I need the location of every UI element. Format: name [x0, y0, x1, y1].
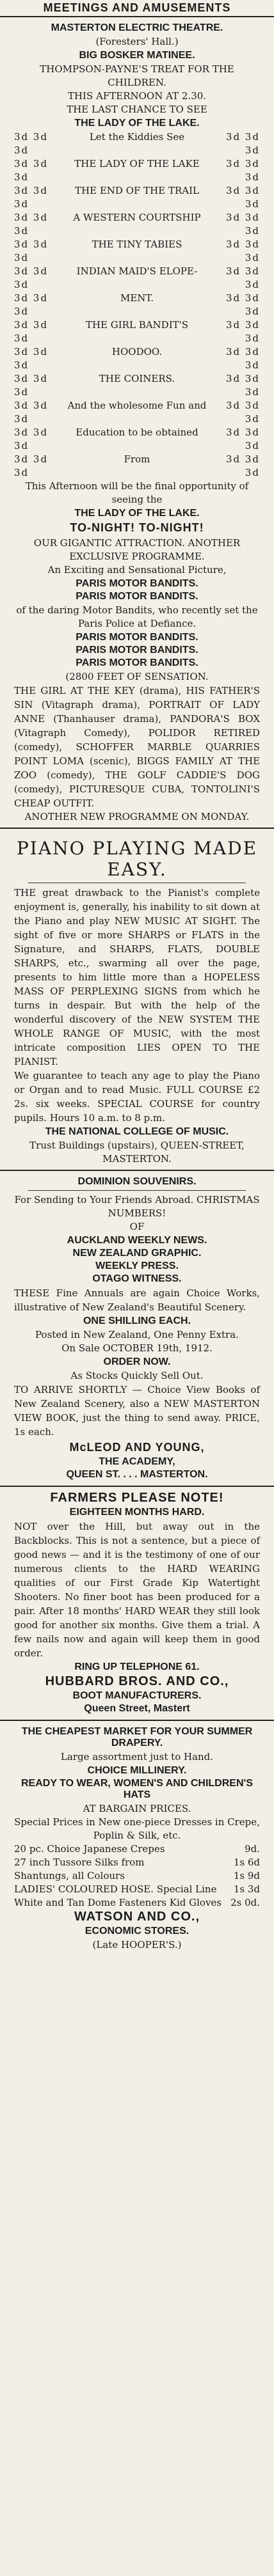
piano-title: PIANO PLAYING MADE EASY. — [16, 838, 258, 880]
item-price: 1s 3d — [233, 1883, 260, 1895]
row-price-left: 3d 3d 3d — [14, 239, 49, 263]
row-price-right: 3d 3d 3d — [225, 400, 260, 425]
paper-2: WEEKLY PRESS. — [95, 1261, 179, 1271]
souvenirs-title: DOMINION SOUVENIRS. — [77, 1176, 197, 1187]
feet: (2800 FEET OF SENSATION. — [65, 671, 209, 682]
paper-0: AUCKLAND WEEKLY NEWS. — [67, 1235, 207, 1246]
price-row — [14, 265, 260, 292]
price-row — [14, 292, 260, 318]
price-row — [14, 211, 260, 238]
item-price: 1s 6d — [233, 1857, 260, 1868]
row-price-left: 3d 3d 3d — [14, 319, 49, 344]
line-0: THOMPSON-PAYNE'S TREAT FOR THE CHILDREN. — [40, 63, 234, 88]
bandits-1: PARIS MOTOR BANDITS. — [76, 578, 198, 589]
souvenirs-arrive: TO ARRIVE SHORTLY — Choice View Books of New Zealand Scenery, also a NEW MASTERTON VIEW BOOK, just the thing to send away. PRICE, 1s each. — [14, 1384, 260, 1438]
row-text: THE TINY TABIES — [92, 239, 182, 250]
piano-ad — [0, 828, 274, 1170]
another: ANOTHER NEW PROGRAMME ON MONDAY. — [24, 811, 250, 822]
souvenirs-firm: McLEOD AND YOUNG, — [69, 1441, 205, 1454]
row-text: Education to be obtained — [76, 427, 198, 438]
row-text: THE END OF THE TRAIL — [75, 185, 199, 196]
row-price-left: 3d 3d 3d — [14, 400, 49, 425]
price-row — [14, 238, 260, 265]
row-price-right: 3d 3d 3d — [225, 239, 260, 263]
paper-3: OTAGO WITNESS. — [92, 1273, 182, 1284]
row-price-right: 3d 3d 3d — [225, 319, 260, 344]
souvenirs-posted: Posted in New Zealand, One Penny Extra. — [35, 1329, 239, 1340]
row-price-left: 3d 3d 3d — [14, 158, 49, 183]
farmers-firm: HUBBARD BROS. AND CO., — [45, 1674, 229, 1688]
price-row — [14, 453, 260, 480]
bandits-3: PARIS MOTOR BANDITS. — [76, 632, 198, 643]
drapery-title: THE CHEAPEST MARKET FOR YOUR SUMMER DRAPERY. — [21, 1726, 253, 1748]
bandits-4: PARIS MOTOR BANDITS. — [76, 645, 198, 656]
drapery-special: Special Prices in New one-piece Dresses in Crepe, Poplin & Silk, etc. — [14, 1816, 260, 1841]
price-item — [14, 1856, 260, 1869]
row-text: THE COINERS. — [99, 373, 175, 384]
souvenirs-stocks: As Stocks Quickly Sell Out. — [70, 1370, 204, 1381]
after-rows: This Afternoon will be the final opportunity of seeing the — [25, 480, 249, 505]
item-name: White and Tan Dome Fasteners Kid Gloves — [14, 1897, 222, 1908]
row-price-right: 3d 3d 3d — [225, 427, 260, 452]
piano-body: THE great drawback to the Pianist's complete enjoyment is, generally, his inability to sit down at the Piano and play NEW MUSIC AT SIGHT. The sight of five or more SHARPS or FLATS in the Signature, and SHARPS, FLATS, DOUBLE SHARPS, etc., swarming all over the page, presents to him little more than a HOPELESS MASS OF PERPLEXING SIGNS from which he turns in despair. But with the help of the wonderful discovery of the NEW SYSTEM THE WHOLE RANGE OF MUSIC, with the most intricate composition LIES OPEN TO THE PIANIST. — [14, 887, 260, 1067]
drapery-stores: ECONOMIC STORES. — [85, 1926, 189, 1936]
row-price-right: 3d 3d 3d — [225, 212, 260, 237]
price-rows — [14, 130, 260, 480]
drapery-ad — [0, 1720, 274, 1956]
electric-theatre-ad — [0, 16, 274, 828]
item-name: LADIES' COLOURED HOSE. Special Line — [14, 1883, 217, 1895]
souvenirs-order: ORDER NOW. — [103, 1356, 171, 1367]
section-header: MEETINGS AND AMUSEMENTS — [43, 1, 231, 14]
price-row — [14, 318, 260, 345]
price-row — [14, 184, 260, 211]
row-text: THE GIRL BANDIT'S — [85, 319, 189, 331]
item-price: 1s 9d — [233, 1870, 260, 1881]
item-name: Shantungs, all Colours — [14, 1870, 125, 1881]
row-price-right: 3d 3d 3d — [225, 158, 260, 183]
bandits-5: PARIS MOTOR BANDITS. — [76, 657, 198, 668]
drapery-late: (Late HOOPER'S.) — [92, 1939, 182, 1951]
row-price-right: 3d 3d 3d — [225, 265, 260, 290]
drapery-bargain: AT BARGAIN PRICES. — [83, 1803, 191, 1814]
piano-address: Trust Buildings (upstairs), QUEEN-STREET, MASTERTON. — [29, 1140, 245, 1165]
souvenirs-send: For Sending to Your Friends Abroad. CHRISTMAS NUMBERS! — [14, 1194, 260, 1219]
item-price: 9d. — [245, 1843, 260, 1855]
souvenirs-desc: THESE Fine Annuals are again Choice Works, illustrative of New Zealand's Beautiful Scenery. — [14, 1287, 260, 1313]
tonight: TO-NIGHT! TO-NIGHT! — [70, 521, 204, 534]
drapery-price-list — [14, 1842, 260, 1910]
price-row — [14, 345, 260, 372]
farmers-ring: RING UP TELEPHONE 61. — [74, 1661, 200, 1672]
row-text: A WESTERN COURTSHIP — [73, 212, 201, 223]
souvenirs-of: OF — [129, 1221, 145, 1232]
item-price: 2s 0d. — [230, 1897, 260, 1908]
row-price-left: 3d 3d 3d — [14, 131, 49, 156]
souvenirs-academy: THE ACADEMY, — [99, 1456, 175, 1467]
piano-school: THE NATIONAL COLLEGE OF MUSIC. — [45, 1126, 229, 1137]
row-text: From — [124, 453, 150, 465]
price-item — [14, 1869, 260, 1883]
line-2: THE LAST CHANCE TO SEE — [67, 104, 207, 115]
row-price-right: 3d 3d 3d — [225, 185, 260, 210]
item-name: 27 inch Tussore Silks from — [14, 1857, 145, 1868]
theatre-title: MASTERTON ELECTRIC THEATRE. — [51, 22, 223, 33]
row-price-left: 3d 3d 3d — [14, 453, 49, 478]
drapery-firm: WATSON AND CO., — [74, 1910, 200, 1924]
farmers-eighteen: EIGHTEEN MONTHS HARD. — [69, 1507, 205, 1518]
price-row — [14, 399, 260, 426]
exciting: An Exciting and Sensational Picture, — [47, 564, 227, 576]
row-price-left: 3d 3d 3d — [14, 212, 49, 237]
theatre-sub: (Foresters' Hall.) — [95, 36, 179, 47]
row-price-left: 3d 3d 3d — [14, 346, 49, 371]
divider — [28, 1190, 246, 1191]
price-item — [14, 1842, 260, 1856]
price-row — [14, 130, 260, 157]
row-price-left: 3d 3d 3d — [14, 265, 49, 290]
row-text: THE LADY OF THE LAKE — [74, 158, 200, 169]
price-item — [14, 1883, 260, 1896]
drapery-large: Large assortment just to Hand. — [60, 1751, 214, 1763]
row-price-left: 3d 3d 3d — [14, 427, 49, 452]
farmers-ad — [0, 1486, 274, 1720]
row-text: INDIAN MAID'S ELOPE- — [76, 265, 198, 277]
drapery-ready: READY TO WEAR, WOMEN'S AND CHILDREN'S HATS — [21, 1778, 253, 1800]
row-price-left: 3d 3d 3d — [14, 292, 49, 317]
farmers-boot: BOOT MANUFACTURERS. — [72, 1690, 202, 1701]
row-price-left: 3d 3d 3d — [14, 185, 49, 210]
souvenirs-street: QUEEN ST. . . . MASTERTON. — [66, 1469, 208, 1480]
row-text: MENT. — [120, 292, 154, 304]
line-1: THIS AFTERNOON AT 2.30. — [67, 90, 207, 102]
price-row — [14, 426, 260, 453]
bandits-desc: of the daring Motor Bandits, who recently set the Paris Police at Defiance. — [16, 604, 258, 629]
row-price-right: 3d 3d 3d — [225, 292, 260, 317]
row-price-left: 3d 3d 3d — [14, 373, 49, 398]
paper-1: NEW ZEALAND GRAPHIC. — [72, 1248, 202, 1259]
souvenirs-price: ONE SHILLING EACH. — [83, 1315, 191, 1326]
price-row — [14, 157, 260, 184]
drapery-choice: CHOICE MILLINERY. — [87, 1765, 187, 1776]
price-row — [14, 372, 260, 399]
row-price-right: 3d 3d 3d — [225, 346, 260, 371]
row-text: And the wholesome Fun and — [67, 400, 207, 411]
bandits-2: PARIS MOTOR BANDITS. — [76, 591, 198, 602]
farmers-body: NOT over the Hill, but away out in the Backblocks. This is not a sentence, but a piece of good news — and it is the testimony of one of our numerous clients to the HARD WEARING qualities of our First Grade Kip Watertight Shooters. No finer boot has been produced for a pair. After 18 months' HARD WEAR they still look good for another six months. Give them a trial. A few nails now and again will keep them in good order. — [14, 1521, 260, 1659]
row-price-right: 3d 3d 3d — [225, 131, 260, 156]
price-item — [14, 1896, 260, 1910]
souvenirs-ad — [0, 1170, 274, 1486]
lady-of-lake: THE LADY OF THE LAKE. — [74, 508, 200, 519]
row-text: Let the Kiddies See — [89, 131, 185, 143]
row-price-right: 3d 3d 3d — [225, 453, 260, 478]
row-text: HOODOO. — [111, 346, 163, 357]
souvenirs-sale: On Sale OCTOBER 19th, 1912. — [61, 1342, 213, 1354]
item-name: 20 pc. Choice Japanese Crepes — [14, 1843, 165, 1855]
piano-guarantee: We guarantee to teach any age to play the Piano or Organ and to read Music. FULL COURSE £2 2s. six weeks. SPECIAL COURSE for country pupils. Hours 10 a.m. to 8 p.m. — [14, 1070, 260, 1124]
farmers-street: Queen Street, Mastert — [84, 1703, 190, 1714]
line-3: THE LADY OF THE LAKE. — [74, 118, 200, 129]
program: THE GIRL AT THE KEY (drama), HIS FATHER'S SIN (Vitagraph drama), PORTRAIT OF LADY ANNE (Thanhauser drama), PANDORA'S BOX (Vitagraph Comedy), POLIDOR RETIRED (comedy), SCHOFFER MARBLE QUARRIES POINT LOMA (scenic), BIGGS FAMILY AT THE ZOO (comedy), THE GOLF CADDIE'S DOG (comedy), PICTURESQUE CUBA, TONTOLINI'S CHEAP OUTFIT. — [14, 685, 260, 809]
matinee: BIG BOSKER MATINEE. — [79, 50, 195, 61]
farmers-title: FARMERS PLEASE NOTE! — [50, 1491, 224, 1505]
row-price-right: 3d 3d 3d — [225, 373, 260, 398]
attraction: OUR GIGANTIC ATTRACTION. ANOTHER EXCLUSIVE PROGRAMME. — [33, 537, 241, 562]
